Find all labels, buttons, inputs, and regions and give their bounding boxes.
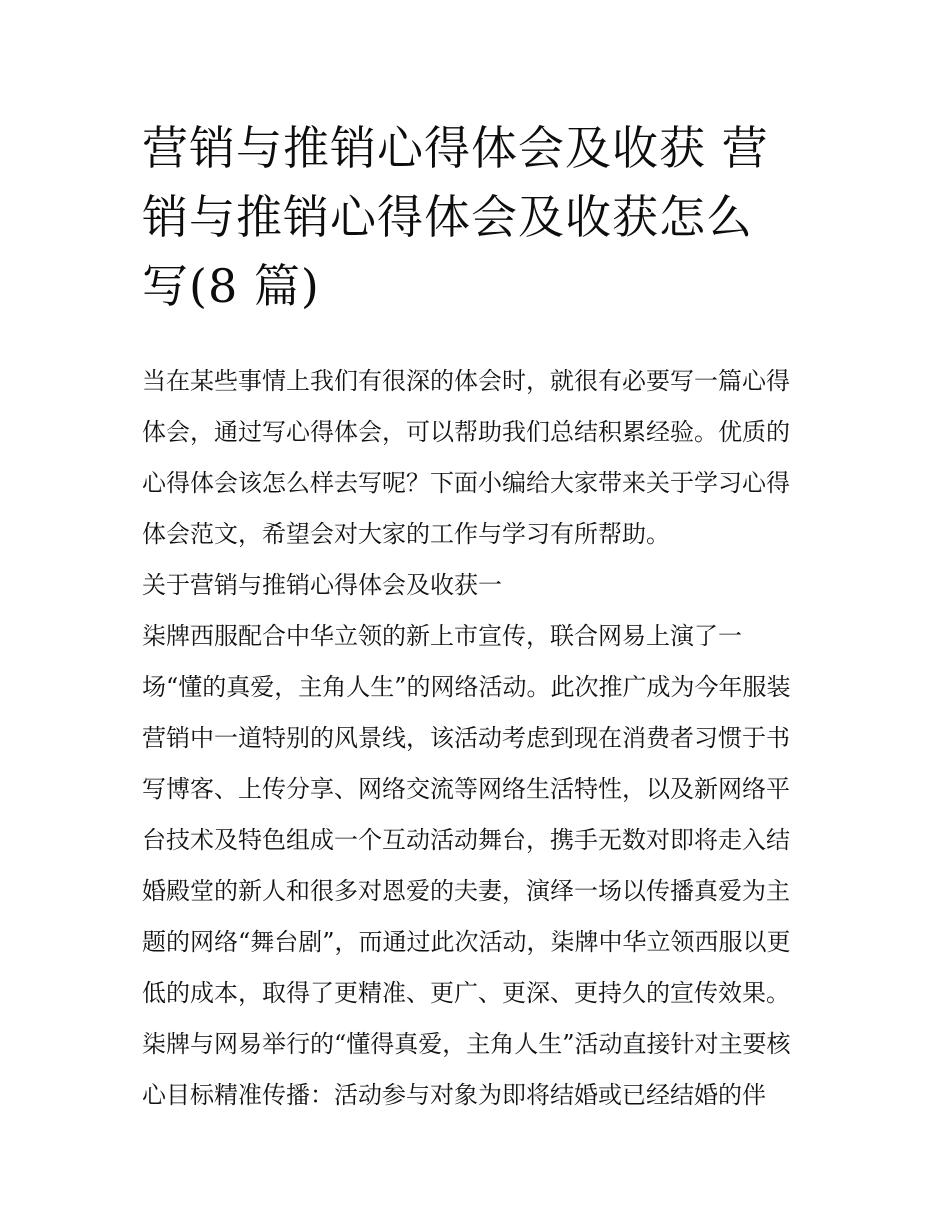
paragraph-line: 台技术及特色组成一个互动活动舞台，携手无数对即将走入结: [142, 826, 790, 854]
paragraph-line: 营销中一道特别的风景线，该活动考虑到现在消费者习惯于书: [142, 724, 790, 752]
intro-line: 体会范文，希望会对大家的工作与学习有所帮助。: [142, 520, 670, 548]
paragraph-line: 题的网络“舞台剧”，而通过此次活动，柒牌中华立领西服以更: [142, 928, 791, 956]
title-line: 写(8 篇): [142, 259, 320, 313]
intro-line: 心得体会该怎么样去写呢？下面小编给大家带来关于学习心得: [142, 469, 790, 497]
title-line: 营销与推销心得体会及收获 营: [142, 121, 769, 175]
section-heading: 关于营销与推销心得体会及收获一: [142, 571, 502, 599]
paragraph-line: 婚殿堂的新人和很多对恩爱的夫妻，演绎一场以传播真爱为主: [142, 877, 790, 905]
intro-line: 体会，通过写心得体会，可以帮助我们总结积累经验。优质的: [142, 418, 790, 446]
intro-paragraph: [142, 356, 822, 560]
document-body: [142, 356, 822, 1121]
intro-line: 当在某些事情上我们有很深的体会时，就很有必要写一篇心得: [142, 367, 790, 395]
paragraph-line: 柒牌西服配合中华立领的新上市宣传，联合网易上演了一: [142, 622, 742, 650]
document-title: [142, 114, 812, 321]
paragraph-line: 低的成本，取得了更精准、更广、更深、更持久的宣传效果。: [142, 979, 790, 1007]
paragraph-line: 场“懂的真爱，主角人生”的网络活动。此次推广成为今年服装: [142, 673, 791, 701]
paragraph-line: 柒牌与网易举行的“懂得真爱，主角人生”活动直接针对主要核: [142, 1030, 791, 1058]
section-paragraph: [142, 611, 822, 1121]
paragraph-line: 心目标精准传播：活动参与对象为即将结婚或已经结婚的伴: [142, 1081, 766, 1109]
title-line: 销与推销心得体会及收获怎么: [142, 190, 753, 244]
paragraph-line: 写博客、上传分享、网络交流等网络生活特性，以及新网络平: [142, 775, 790, 803]
